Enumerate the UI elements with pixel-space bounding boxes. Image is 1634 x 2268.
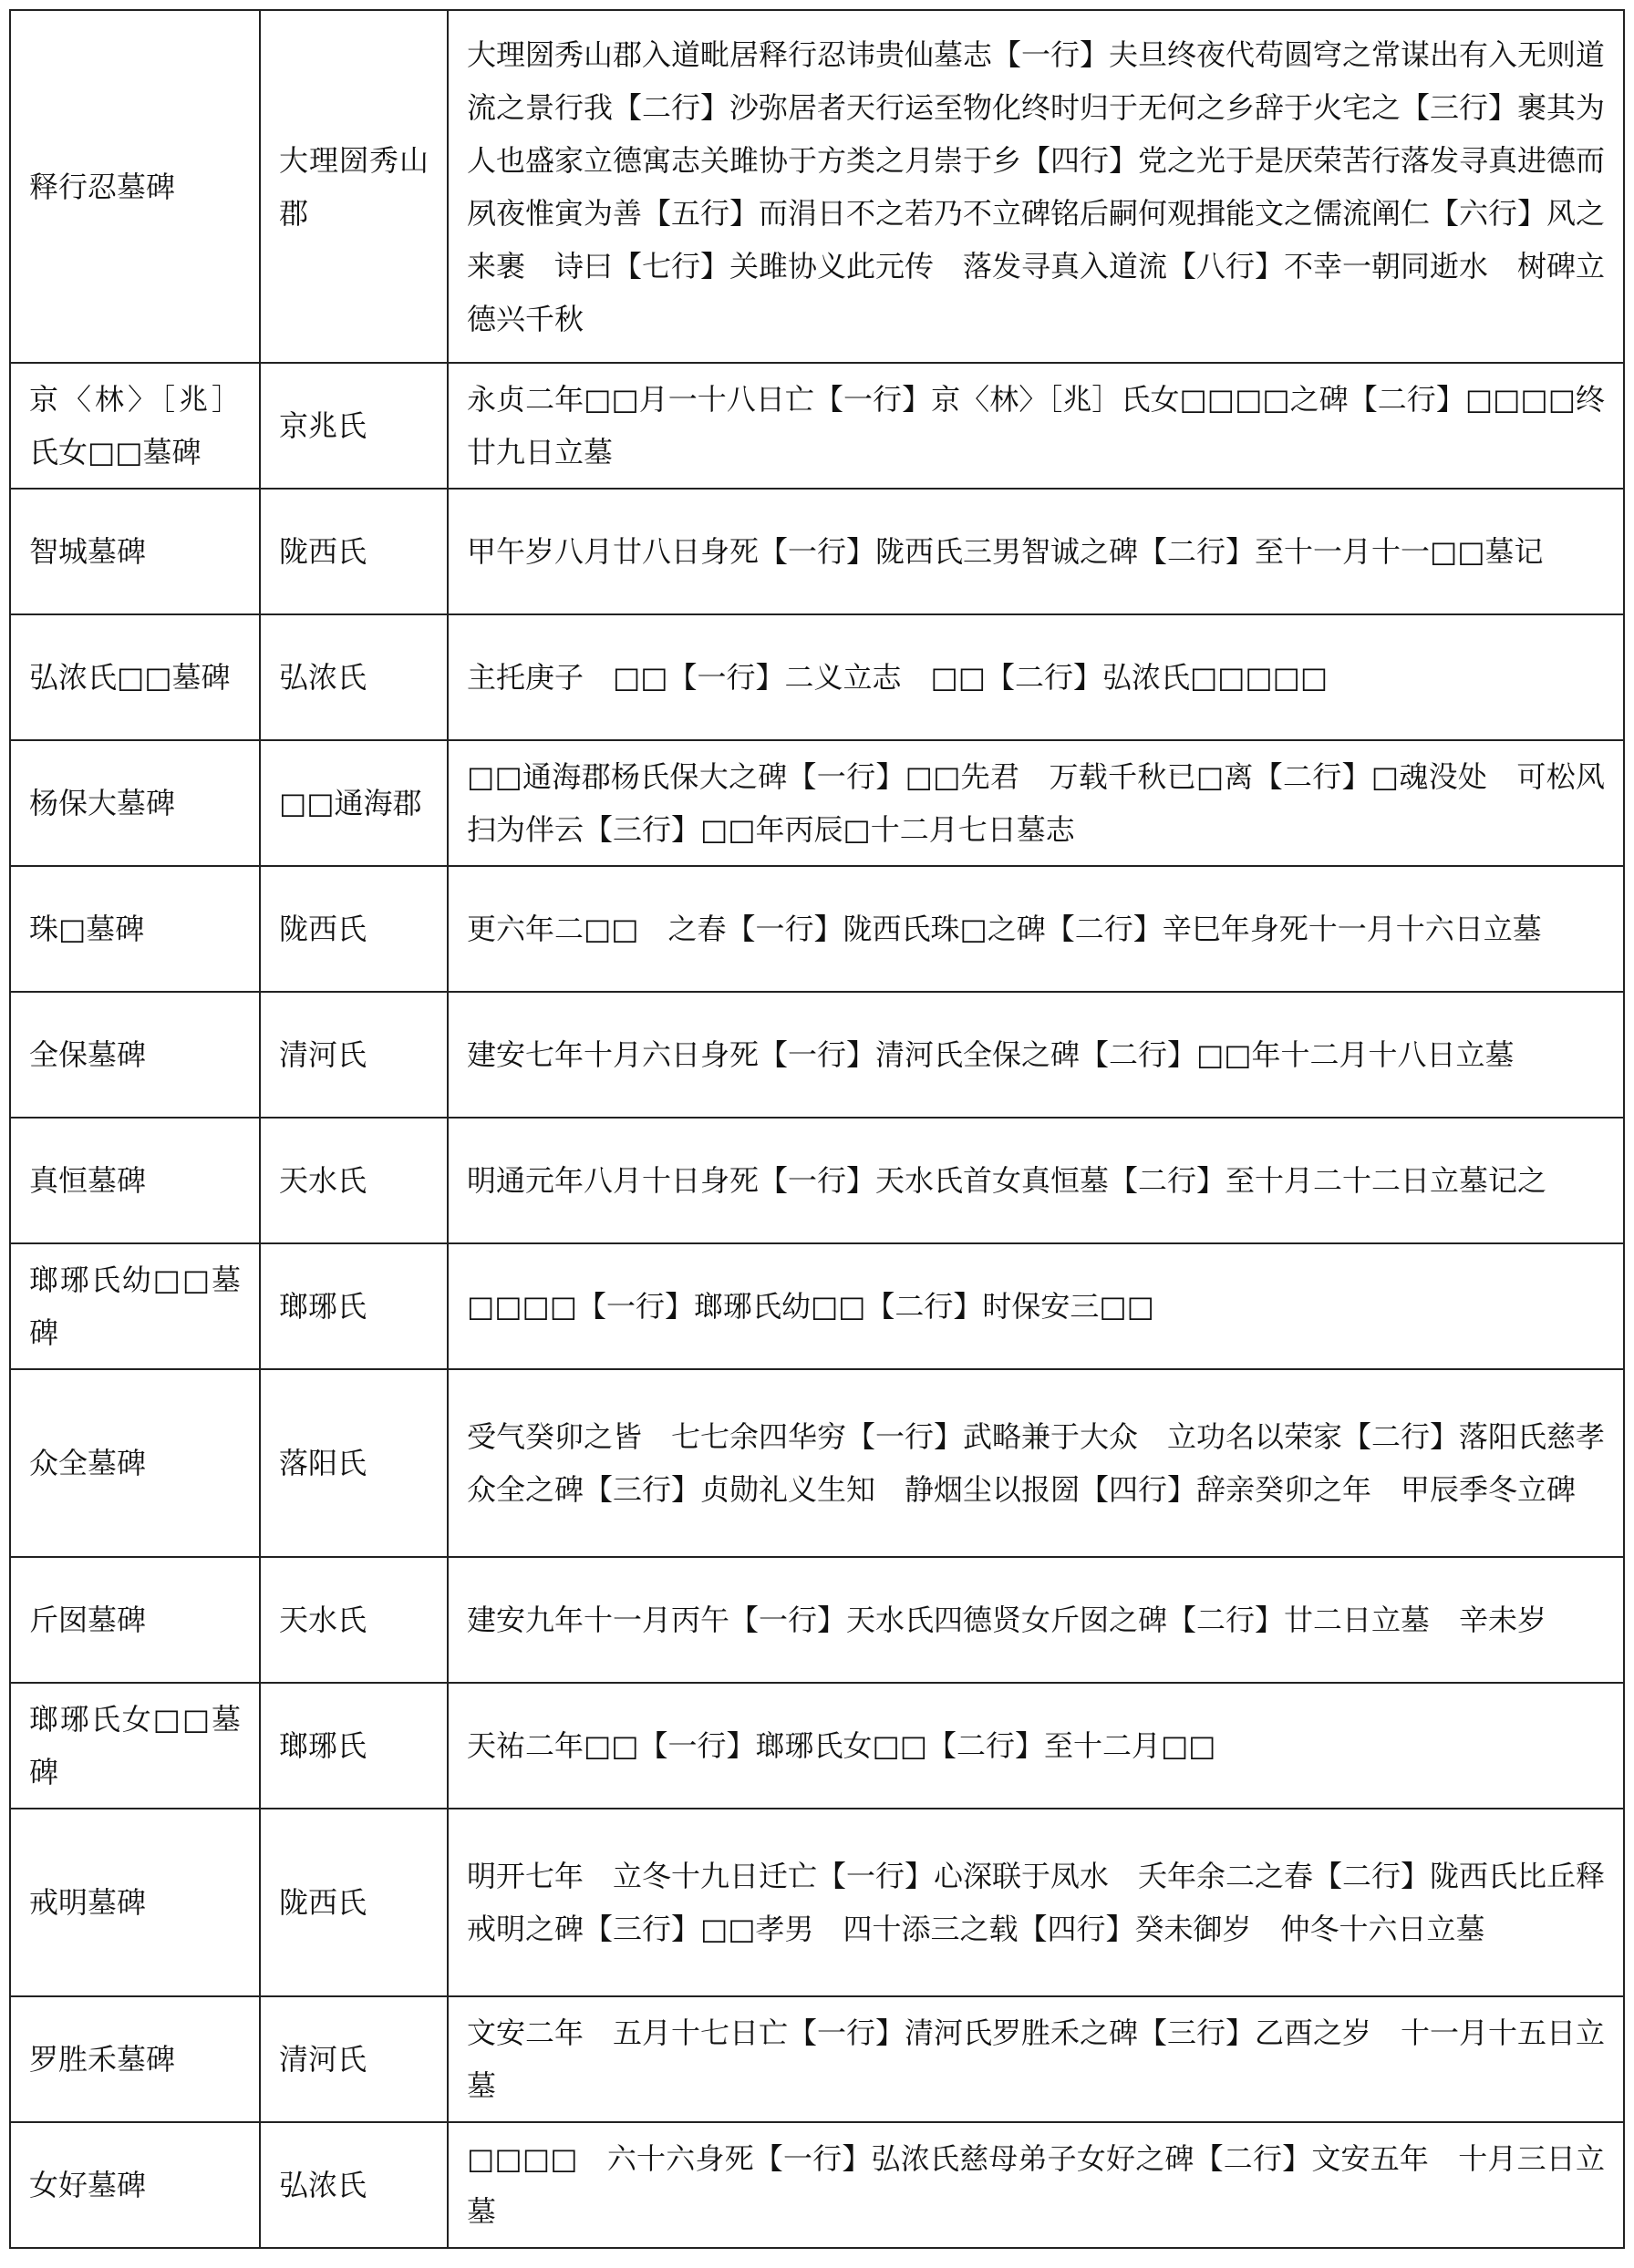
stele-title: 瑯琊氏女□□墓碑	[10, 1683, 260, 1809]
table-row	[10, 10, 1624, 363]
stele-title: 女好墓碑	[10, 2122, 260, 2248]
inscription-text: 甲午岁八月廿八日身死【一行】陇西氏三男智诚之碑【二行】至十一月十一□□墓记	[448, 489, 1624, 614]
table-row	[10, 866, 1624, 992]
table-row	[10, 363, 1624, 489]
clan-name: 瑯琊氏	[260, 1683, 448, 1809]
clan-name: 天水氏	[260, 1557, 448, 1683]
clan-name: 清河氏	[260, 1996, 448, 2122]
inscription-text: 受气癸卯之皆 七七余四华穷【一行】武略兼于大众 立功名以荣家【二行】落阳氏慈孝众全之碑【三行】贞勋礼义生知 静烟尘以报圀【四行】辞亲癸卯之年 甲辰季冬立碑	[448, 1369, 1624, 1557]
stele-title: 释行忍墓碑	[10, 10, 260, 363]
table-row	[10, 1118, 1624, 1243]
table-row	[10, 1996, 1624, 2122]
clan-name: 陇西氏	[260, 1809, 448, 1996]
inscription-text: 永贞二年□□月一十八日亡【一行】京〈林〉［兆］氏女□□□□之碑【二行】□□□□终廿九日立墓	[448, 363, 1624, 489]
clan-name: 弘浓氏	[260, 614, 448, 740]
inscription-text: 明开七年 立冬十九日迁亡【一行】心深联于凤水 夭年余二之春【二行】陇西氏比丘释戒明之碑【三行】□□孝男 四十添三之载【四行】癸未御岁 仲冬十六日立墓	[448, 1809, 1624, 1996]
stele-title: 珠□墓碑	[10, 866, 260, 992]
clan-name: 京兆氏	[260, 363, 448, 489]
table-row	[10, 614, 1624, 740]
clan-name: 陇西氏	[260, 489, 448, 614]
clan-name: 落阳氏	[260, 1369, 448, 1557]
table-row	[10, 992, 1624, 1118]
stele-title: 弘浓氏□□墓碑	[10, 614, 260, 740]
inscription-text: 更六年二□□ 之春【一行】陇西氏珠□之碑【二行】辛巳年身死十一月十六日立墓	[448, 866, 1624, 992]
stele-title: 智城墓碑	[10, 489, 260, 614]
stele-title: 京〈林〉［兆］氏女□□墓碑	[10, 363, 260, 489]
inscription-text: 建安九年十一月丙午【一行】天水氏四德贤女斤囡之碑【二行】廿二日立墓 辛未岁	[448, 1557, 1624, 1683]
table-row	[10, 1557, 1624, 1683]
table-row	[10, 1369, 1624, 1557]
clan-name: □□通海郡	[260, 740, 448, 866]
clan-name: 弘浓氏	[260, 2122, 448, 2248]
clan-name: 陇西氏	[260, 866, 448, 992]
inscription-text: □□通海郡杨氏保大之碑【一行】□□先君 万载千秋已□离【二行】□魂没处 可松风扫为伴云【三行】□□年丙辰□十二月七日墓志	[448, 740, 1624, 866]
stele-title: 戒明墓碑	[10, 1809, 260, 1996]
clan-name: 天水氏	[260, 1118, 448, 1243]
clan-name: 瑯琊氏	[260, 1243, 448, 1369]
inscription-text: 天祐二年□□【一行】瑯琊氏女□□【二行】至十二月□□	[448, 1683, 1624, 1809]
clan-name: 大理圀秀山郡	[260, 10, 448, 363]
stele-title: 斤囡墓碑	[10, 1557, 260, 1683]
inscription-text: 主托庚子 □□【一行】二义立志 □□【二行】弘浓氏□□□□□	[448, 614, 1624, 740]
table-row	[10, 1243, 1624, 1369]
table-row	[10, 1683, 1624, 1809]
inscription-text: 文安二年 五月十七日亡【一行】清河氏罗胜禾之碑【三行】乙酉之岁 十一月十五日立墓	[448, 1996, 1624, 2122]
table-row	[10, 740, 1624, 866]
stele-title: 杨保大墓碑	[10, 740, 260, 866]
stele-title: 真恒墓碑	[10, 1118, 260, 1243]
inscription-text: □□□□ 六十六身死【一行】弘浓氏慈母弟子女好之碑【二行】文安五年 十月三日立墓	[448, 2122, 1624, 2248]
inscription-text: 大理圀秀山郡入道毗居释行忍讳贵仙墓志【一行】夫旦终夜代苟圆穹之常谋出有入无则道流之景行我【二行】沙弥居者天行运至物化终时归于无何之乡辞于火宅之【三行】裹其为人也盛家立德寓志关雎协于方类之月崇于乡【四行】党之光于是厌荣苦行落发寻真进德而夙夜惟寅为善【五行】而涓日不之若乃不立碑铭后嗣何观揖能文之儒流阐仁【六行】风之来裹 诗曰【七行】关雎协义此元传 落发寻真入道流【八行】不幸一朝同逝水 树碑立德兴千秋	[448, 10, 1624, 363]
inscription-table	[9, 9, 1625, 2249]
inscription-text: □□□□【一行】瑯琊氏幼□□【二行】时保安三□□	[448, 1243, 1624, 1369]
stele-title: 全保墓碑	[10, 992, 260, 1118]
stele-title: 瑯琊氏幼□□墓碑	[10, 1243, 260, 1369]
stele-title: 罗胜禾墓碑	[10, 1996, 260, 2122]
inscription-text: 建安七年十月六日身死【一行】清河氏全保之碑【二行】□□年十二月十八日立墓	[448, 992, 1624, 1118]
stele-title: 众全墓碑	[10, 1369, 260, 1557]
table-row	[10, 2122, 1624, 2248]
table-row	[10, 489, 1624, 614]
clan-name: 清河氏	[260, 992, 448, 1118]
inscription-text: 明通元年八月十日身死【一行】天水氏首女真恒墓【二行】至十月二十二日立墓记之	[448, 1118, 1624, 1243]
table-row	[10, 1809, 1624, 1996]
